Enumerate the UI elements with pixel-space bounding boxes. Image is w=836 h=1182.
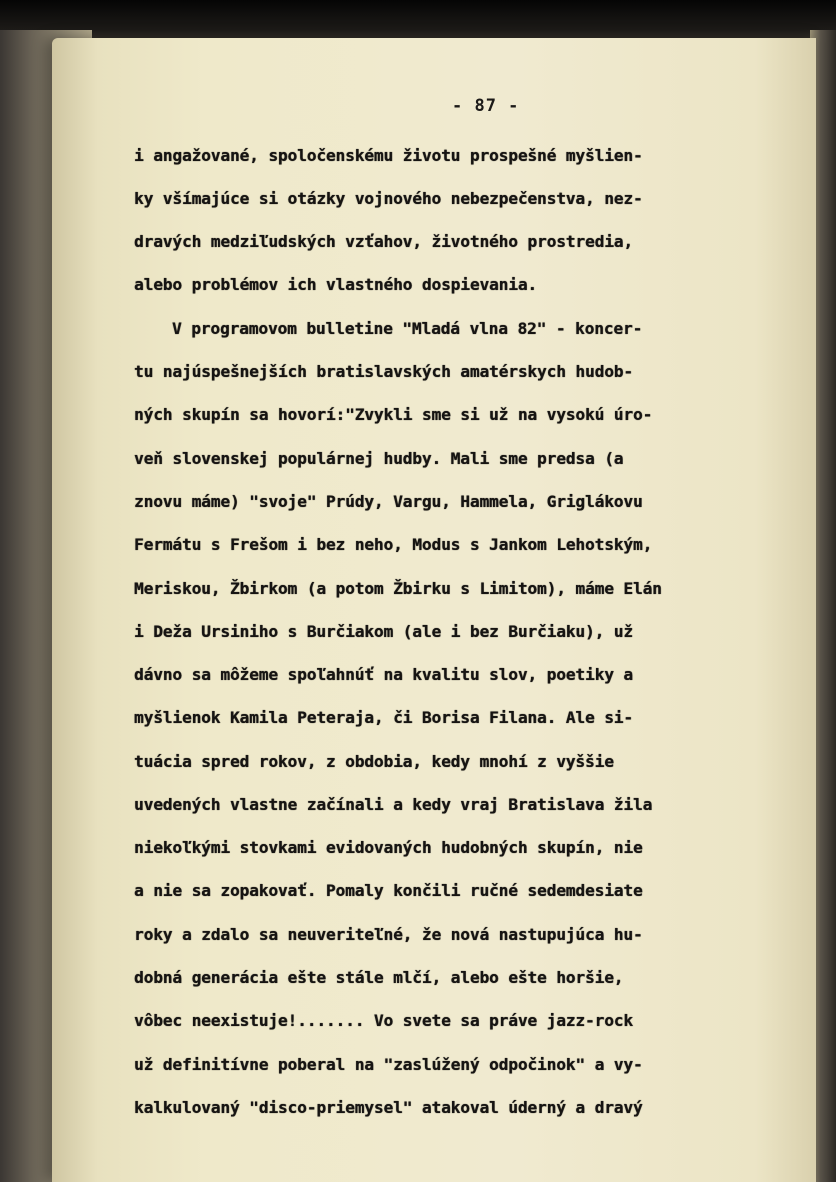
- text-line: už definitívne poberal na "zaslúžený odpočinok" a vy-: [134, 1055, 643, 1074]
- text-line: ných skupín sa hovorí:"Zvykli sme si už na vysokú úro-: [134, 405, 653, 424]
- text-line: i angažované, spoločenskému životu prospešné myšlien-: [134, 146, 643, 165]
- text-line: Meriskou, Žbirkom (a potom Žbirku s Limitom), máme Elán: [134, 579, 662, 598]
- text-line: vôbec neexistuje!....... Vo svete sa práve jazz-rock: [134, 1011, 633, 1030]
- text-line: znovu máme) "svoje" Prúdy, Vargu, Hammela, Griglákovu: [134, 492, 643, 511]
- text-line: tu najúspešnejších bratislavských amatérskych hudob-: [134, 362, 633, 381]
- text-line: dávno sa môžeme spoľahnúť na kvalitu slov, poetiky a: [134, 665, 633, 684]
- text-line: dobná generácia ešte stále mlčí, alebo ešte horšie,: [134, 968, 624, 987]
- text-line: niekoľkými stovkami evidovaných hudobných skupín, nie: [134, 838, 643, 857]
- text-line: kalkulovaný "disco-priemysel" atakoval úderný a dravý: [134, 1098, 643, 1117]
- text-line: roky a zdalo sa neuveriteľné, že nová nastupujúca hu-: [134, 925, 643, 944]
- text-line: tuácia spred rokov, z obdobia, kedy mnohí z vyššie: [134, 752, 614, 771]
- text-line: ky všímajúce si otázky vojnového nebezpečenstva, nez-: [134, 189, 643, 208]
- page-number: - 87 -: [452, 96, 520, 116]
- scan-top-shadow: [0, 0, 836, 42]
- text-line: myšlienok Kamila Peteraja, či Borisa Filana. Ale si-: [134, 708, 633, 727]
- text-line: dravých medziľudských vzťahov, životného prostredia,: [134, 232, 633, 251]
- text-line: veň slovenskej populárnej hudby. Mali sme predsa (a: [134, 449, 624, 468]
- text-line: a nie sa zopakovať. Pomaly končili ručné sedemdesiate: [134, 881, 643, 900]
- text-line: uvedených vlastne začínali a kedy vraj Bratislava žila: [134, 795, 653, 814]
- text-line: alebo problémov ich vlastného dospievania.: [134, 275, 538, 294]
- text-line: Fermátu s Frešom i bez neho, Modus s Jankom Lehotským,: [134, 535, 653, 554]
- text-line: i Deža Ursiniho s Burčiakom (ale i bez Burčiaku), už: [134, 622, 633, 641]
- text-line: V programovom bulletine "Mladá vlna 82" - koncer-: [172, 319, 643, 338]
